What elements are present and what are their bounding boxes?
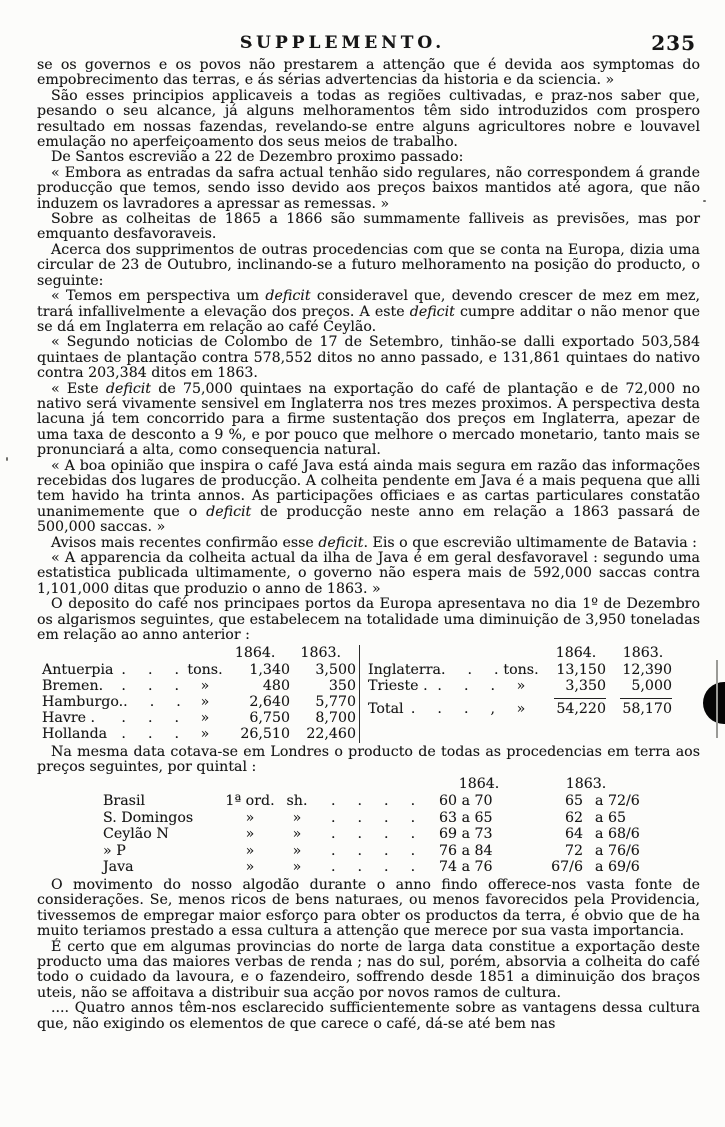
price-1863-to: a 69/6 [595,859,640,876]
dot-leader: . . . . [331,809,417,826]
sum-rule [606,694,672,701]
unit-label: » [516,677,526,694]
price-1864: 76 a 84 [439,842,493,859]
value-1864: 13,150 [556,661,606,678]
value-1863: 8,700 [315,710,356,727]
dot-leader: . . . . [331,826,417,843]
price-1863-from: 72 [564,842,583,859]
spacer [37,645,177,661]
value-1863: 12,390 [622,661,672,678]
price-1863-from: 65 [564,793,583,810]
price-1863-from: 67/6 [551,859,583,876]
paragraph: São esses principios applicaveis a todas as regiões cultivadas, e praz-nos saber que, pesando o seu alcance, já alguns melhoramentos têm sido introduzidos com prospero resultado em nossas fazendas, revelando-se entre alguns agricultores nobre e louvavel emulação no aperfeiçoamento dos seus meios de trabalho. [37,87,700,151]
text-segment: Avisos mais recentes confirmão esse [51,534,319,551]
paragraph [37,382,700,459]
deposits-right-columns [360,645,700,742]
grade-label: » [245,826,255,843]
spacer [103,776,223,793]
table-row [103,826,700,843]
paragraph: Sobre as colheitas de 1865 a 1866 são summamente falliveis as previsões, mas por emquanto desfavoraveis. [37,211,700,243]
paragraph [37,459,700,536]
value-1864: 6,750 [249,710,290,727]
table-row [103,859,700,876]
page-header [0,33,725,57]
price-1863-from: 64 [564,826,583,843]
unit-label: » [516,701,526,718]
value-1864: 3,350 [565,677,606,694]
dot-leader: . . . [121,710,180,727]
unit-label: » [200,694,210,711]
column-header-1864: 1864. [458,776,500,793]
sum-rule [546,694,606,701]
spacer [223,776,277,793]
text-segment: « Este [51,380,106,397]
value-1863: 5,770 [315,694,356,711]
table-row [368,662,700,678]
paragraph: « Embora as entradas da safra actual tenhão sido regulares, não correspondem á grande producção que temos, sendo isso devido aos preços baixos mantidos até agora, que não induzem os lavradores a apressar as remessas. » [37,164,700,212]
dot-leader: . . . [440,661,500,678]
origin-name: Java [103,859,134,876]
ink-speck [703,200,706,202]
spacer [368,645,496,661]
table-row [37,726,357,742]
value-1864: 480 [262,677,290,694]
london-prices-table [37,776,700,876]
value-1863: 5,000 [631,677,672,694]
unit-label: » [292,859,302,876]
paragraph: Acerca dos supprimentos de outras procedencias com que se conta na Europa, dizia uma circular de 23 de Outubro, inclinando-se a futuro melhoramento na posição do producto, o seguinte: [37,241,700,289]
spacer [368,694,496,701]
sum-rule-row [368,694,700,701]
grade-label: 1ª ord. [225,793,275,810]
paragraph: .... Quatro annos têm-nos esclarecido sufficientemente sobre as vantagens dessa cultura que, não exigindo os elementos de que carece o café, dá-se até bem nas [37,1000,700,1032]
text-segment-italic: deficit [265,288,311,305]
paragraph: De Santos escrevião a 22 de Dezembro proximo passado: [51,149,464,166]
text-segment-italic: deficit [206,503,252,520]
paragraph [37,289,700,335]
port-name: Trieste . [368,677,428,694]
text-segment: consideravel que, devendo crescer de mez em mez, trará infallivelmente a elevação dos preços. A este [37,288,700,320]
text-segment: de 75,000 quintaes na exportação do café de plantação e de 72,000 no nativo será vivamente sensivel em Inglaterra nos tres mezes proximos. A perspectiva desta lacuna já tem concorrido para a firme sustentação dos preços em Inglaterra, apezar de uma taxa de desconto a 9 %, e por pouco que melhore o mercado monetario, tanto mais se pronunciará a alta, como consequencia natural. [37,380,700,459]
text-segment-italic: deficit [105,380,152,397]
ink-speck [6,457,8,461]
table-row [103,810,700,827]
scan-edge-line [716,660,718,738]
text-segment: . Eis o que escrevião ultimamente de Batavia : [363,534,697,551]
total-row [368,701,700,717]
port-name: Bremen. [42,677,104,694]
unit-label: tons. [503,661,539,678]
column-header-1863: 1863. [565,776,607,793]
price-1864: 60 a 70 [439,793,493,810]
paragraph: « A apparencia da colheita actual da ilha de Java é em geral desfavoravel : segundo uma estatistica publicada ultimamente, o governo não espera mais de 592,000 saccas contra 1,101,000 ditas que produzio o anno de 1863. » [37,550,700,597]
dot-leader: . . . . [331,859,417,876]
column-header-1863: 1863. [622,645,664,662]
total-1863: 58,170 [622,701,672,718]
column-header-1864: 1864. [555,645,597,662]
dot-leader: . . . [121,661,180,678]
spacer [496,694,546,701]
spacer [177,645,226,661]
value-1864: 26,510 [240,726,290,743]
table-row [37,694,357,710]
dot-leader: . . . . [331,793,417,810]
table-header-row [368,645,700,661]
column-header-1864: 1864. [234,645,276,662]
spacer [496,645,546,661]
paragraph: É certo que em algumas provincias do norte de larga data constitue a exportação deste producto uma das maiores verbas de renda ; nas do sul, porém, absorvia a colheita do café todo o cuidado da lavoura, e o fazendeiro, soffrendo desde 1851 a diminuição dos braços uteis, não se affoitava a distribuir sua acção por novos ramos de cultura. [37,938,700,1001]
unit-label: » [200,726,210,743]
table-row [37,710,357,726]
page-body [37,58,700,1032]
unit-label: » [200,710,210,727]
dot-leader: . . . [121,726,180,743]
unit-label: tons. [187,661,223,678]
paragraph: se os governos e os povos não prestarem a attenção que é devida aos symptomas do empobrecimento das terras, e ás sérias advertencias da historia e da sciencia. » [37,57,700,89]
dot-leader: . . . [121,677,180,694]
paragraph: « Segundo noticias de Colombo de 17 de Setembro, tinhão-se dalli exportado 503,584 quintaes de plantação contra 578,552 ditos no anno passado, e 131,861 quintaes do nativo contra 203,384 ditos em 1863. [37,334,700,382]
text-segment: « Temos em perspectiva um [51,288,266,305]
total-label: Total [368,701,404,718]
value-1864: 2,640 [249,694,290,711]
port-name: Antuerpia [42,661,114,678]
paragraph: O movimento do nosso algodão durante o anno findo offerece-nos vasta fonte de considerações. Se, menos ricos de bens naturaes, ou menos favorecidos pela Providencia, tivessemos de empregar maior esforço para obter os productos da terra, é obvio que de ha muito teriamos prestado a essa cultura a attenção que merece por sua vasta importancia. [37,877,700,940]
value-1864: 1,340 [249,661,290,678]
dot-leader: . . . [123,694,182,711]
page-number: 235 [651,31,696,55]
price-1863-to: a 76/6 [595,842,640,859]
spacer [317,776,433,793]
origin-name: Brasil [103,793,146,810]
dot-leader: . . . [437,677,496,694]
paragraph [37,536,700,551]
price-1863-to: a 72/6 [595,793,640,810]
dot-leader: . . . . [331,842,417,859]
table-row [37,662,357,678]
port-name: Inglaterra [368,661,441,678]
unit-label: » [292,842,302,859]
text-segment-italic: deficit [318,534,364,551]
grade-label: » [245,842,255,859]
value-1863: 22,460 [306,726,356,743]
dot-leader: . . . , [410,701,496,718]
total-1864: 54,220 [556,701,606,718]
table-row [103,843,700,860]
text-segment: de producção neste anno em relação a 1863 passará de 500,000 saccas. » [37,503,700,536]
table-row [368,678,700,694]
deposits-left-columns [37,645,357,742]
text-segment: « A boa opinião que inspira o café Java está ainda mais segura em razão das informações recebidas dos lugares de producção. A colheita pendente em Java é a mais pequena que alli tem havido ha trinta annos. As participações officiaes e as cartas particulares constatão unanimemente que o [37,457,700,520]
origin-name: » P [103,842,126,859]
table-header-row [37,645,357,661]
unit-label: » [200,677,210,694]
text-segment: cumpre additar o não menor que se dá em Inglaterra em relação ao café Ceylão. [37,303,701,335]
origin-name: S. Domingos [103,809,194,826]
column-header-1863: 1863. [300,645,342,662]
price-1863-to: a 68/6 [595,826,640,843]
origin-name: Ceylão N [103,826,169,843]
unit-label: » [292,809,302,826]
port-name: Hollanda [42,726,108,743]
unit-label: sh. [286,793,308,810]
coffee-deposits-table [37,645,700,742]
price-1864: 74 a 76 [439,859,493,876]
page-title: SUPPLEMENTO. [239,33,446,53]
port-name: Hamburgo. [42,694,124,711]
spacer [277,776,317,793]
table-row [37,678,357,694]
price-1864: 69 a 73 [439,826,493,843]
table-row [103,793,700,810]
grade-label: » [245,809,255,826]
price-1863-to: a 65 [595,809,627,826]
paragraph: O deposito do café nos principaes portos da Europa apresentava no dia 1º de Dezembro os algarismos seguintes, que estabelecem na totalidade uma diminuição de 3,950 toneladas em relação ao anno anterior : [37,596,700,644]
value-1863: 350 [328,677,356,694]
scan-artifact-blotch [703,682,725,724]
grade-label: » [245,859,255,876]
text-segment-italic: deficit [409,303,455,320]
value-1863: 3,500 [315,661,356,678]
price-1863-from: 62 [564,809,583,826]
unit-label: » [292,826,302,843]
price-1864: 63 a 65 [439,809,493,826]
paragraph: Na mesma data cotava-se em Londres o producto de todas as procedencias em terra aos preços seguintes, por quintal : [37,743,700,776]
table-header-row [103,776,700,793]
port-name: Havre . [42,710,96,727]
